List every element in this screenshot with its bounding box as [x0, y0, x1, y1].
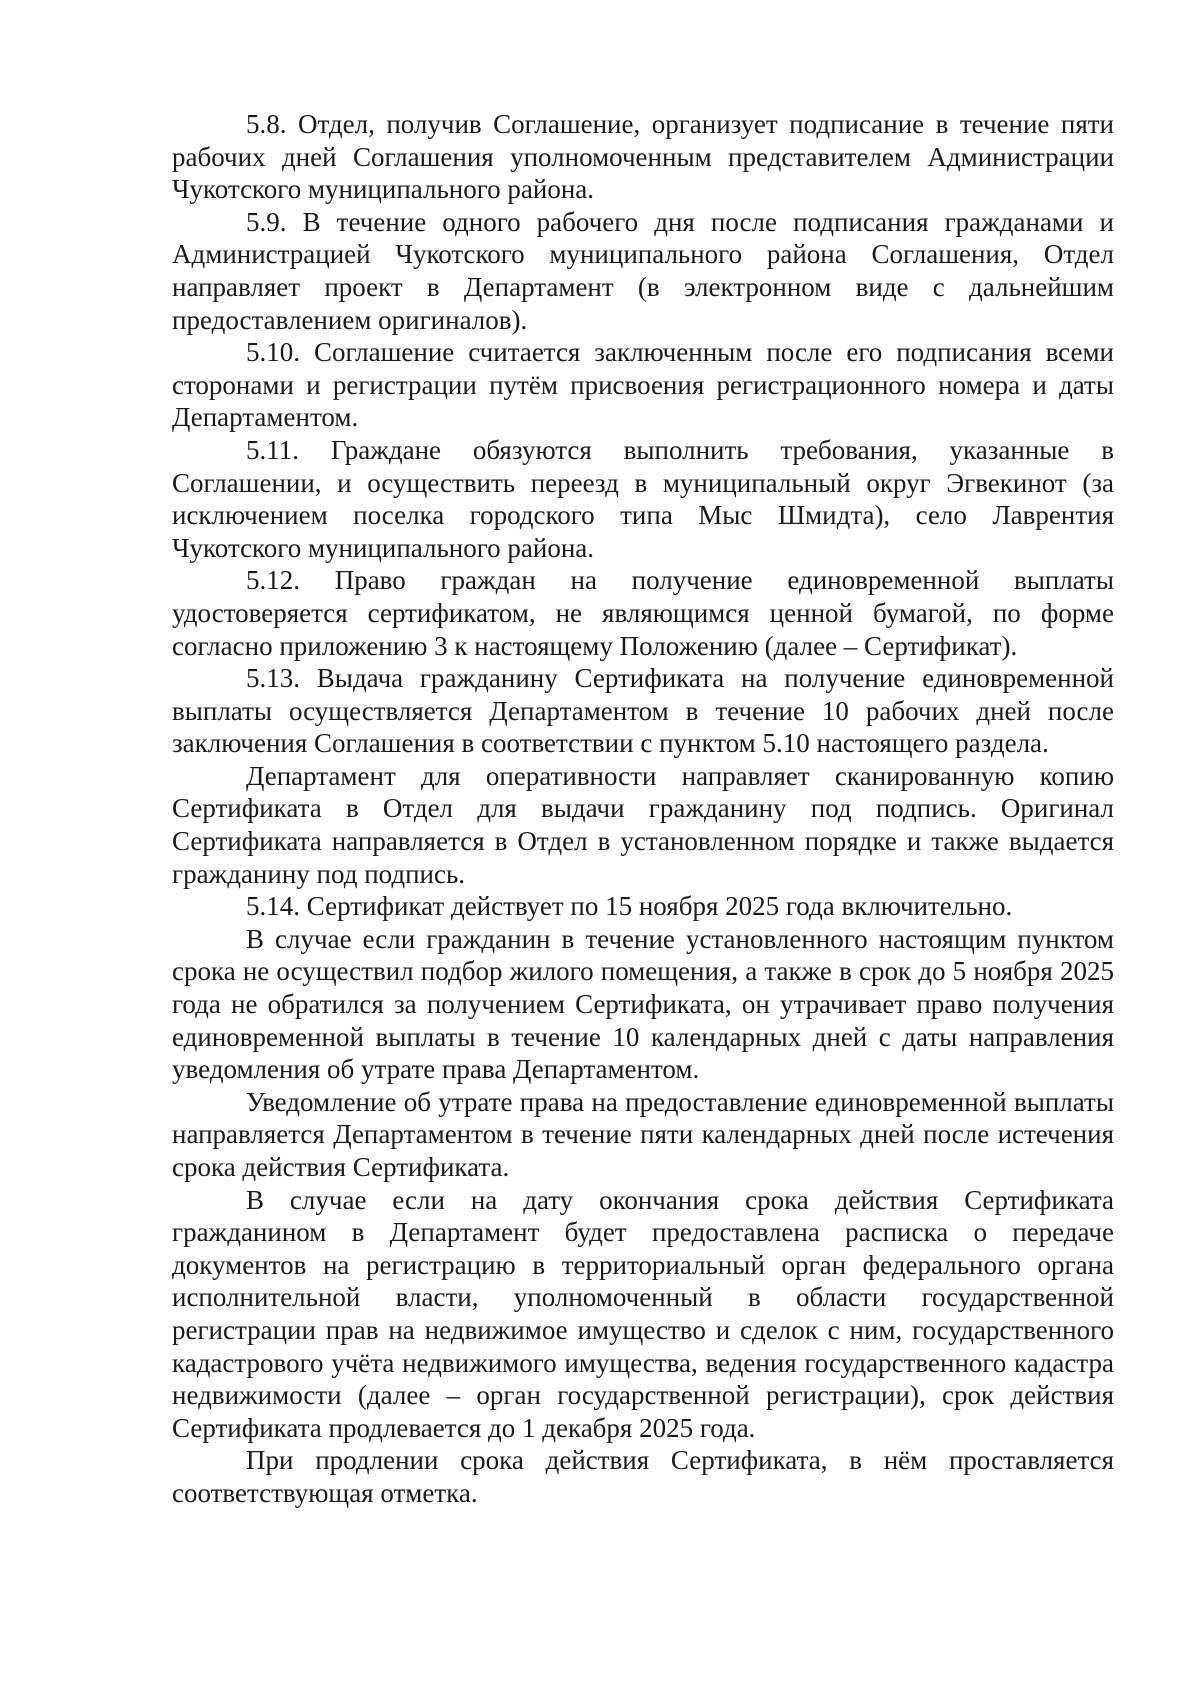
- paragraph-5-14-expiry: В случае если гражданин в течение установленного настоящим пунктом срока не осуществил подбор жилого помещения, а также в срок до 5 ноября 2025 года не обратился за получением Сертификата, он утрачивает право получения единовременной выплаты в течение 10 календарных дней с даты направления уведомления об утрате права Департаментом.: [172, 923, 1114, 1085]
- paragraph-5-14-extension: В случае если на дату окончания срока действия Сертификата гражданином в Департамент будет предоставлена расписка о передаче документов на регистрацию в территориальный орган федерального органа исполнительной власти, уполномоченный в области государственной регистрации прав на недвижимое имущество и сделок с ним, государственного кадастрового учёта недвижимого имущества, ведения государственного кадастра недвижимости (далее – орган государственной регистрации), срок действия Сертификата продлевается до 1 декабря 2025 года.: [172, 1184, 1114, 1443]
- paragraph-5-13: 5.13. Выдача гражданину Сертификата на получение единовременной выплаты осуществляется Департаментом в течение 10 рабочих дней после заключения Соглашения в соответствии с пунктом 5.10 настоящего раздела.: [172, 663, 1114, 759]
- paragraph-5-12: 5.12. Право граждан на получение единовременной выплаты удостоверяется сертификатом, не являющимся ценной бумагой, по форме согласно приложению 3 к настоящему Положению (далее – Сертификат).: [172, 565, 1114, 661]
- paragraph-5-11: 5.11. Граждане обязуются выполнить требования, указанные в Соглашении, и осуществить переезд в муниципальный округ Эгвекинот (за исключением поселка городского типа Мыс Шмидта), село Лаврентия Чукотского муниципального района.: [172, 434, 1114, 563]
- paragraph-5-9: 5.9. В течение одного рабочего дня после подписания гражданами и Администрацией Чукотского муниципального района Соглашения, Отдел направляет проект в Департамент (в электронном виде с дальнейшим предоставлением оригиналов).: [172, 206, 1114, 335]
- paragraph-5-10: 5.10. Соглашение считается заключенным после его подписания всеми сторонами и регистрации путём присвоения регистрационного номера и даты Департаментом.: [172, 337, 1114, 433]
- paragraph-5-14: 5.14. Сертификат действует по 15 ноября 2025 года включительно.: [246, 891, 1013, 922]
- paragraph-5-8: 5.8. Отдел, получив Соглашение, организует подписание в течение пяти рабочих дней Соглашения уполномоченным представителем Администрации Чукотского муниципального района.: [172, 109, 1114, 205]
- paragraph-5-14-mark: При продлении срока действия Сертификата, в нём проставляется соответствующая отметка.: [172, 1445, 1114, 1508]
- paragraph-5-13-continued: Департамент для оперативности направляет сканированную копию Сертификата в Отдел для выдачи гражданину под подпись. Оригинал Сертификата направляется в Отдел в установленном порядке и также выдается гражданину под подпись.: [172, 760, 1114, 889]
- document-page: [172, 108, 1114, 1510]
- paragraph-5-14-notice: Уведомление об утрате права на предоставление единовременной выплаты направляется Департаментом в течение пяти календарных дней после истечения срока действия Сертификата.: [172, 1086, 1114, 1182]
